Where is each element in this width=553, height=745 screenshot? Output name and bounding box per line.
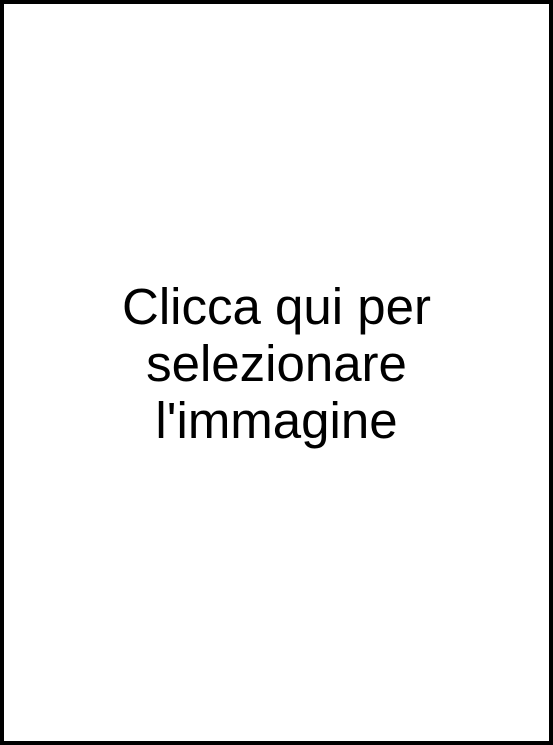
image-picker-label — [8, 278, 545, 449]
image-picker-label-line-3: l'immagine — [155, 392, 398, 449]
image-picker-label-line-2: selezionare — [146, 335, 407, 392]
image-picker-label-line-1: Clicca qui per — [122, 278, 431, 335]
